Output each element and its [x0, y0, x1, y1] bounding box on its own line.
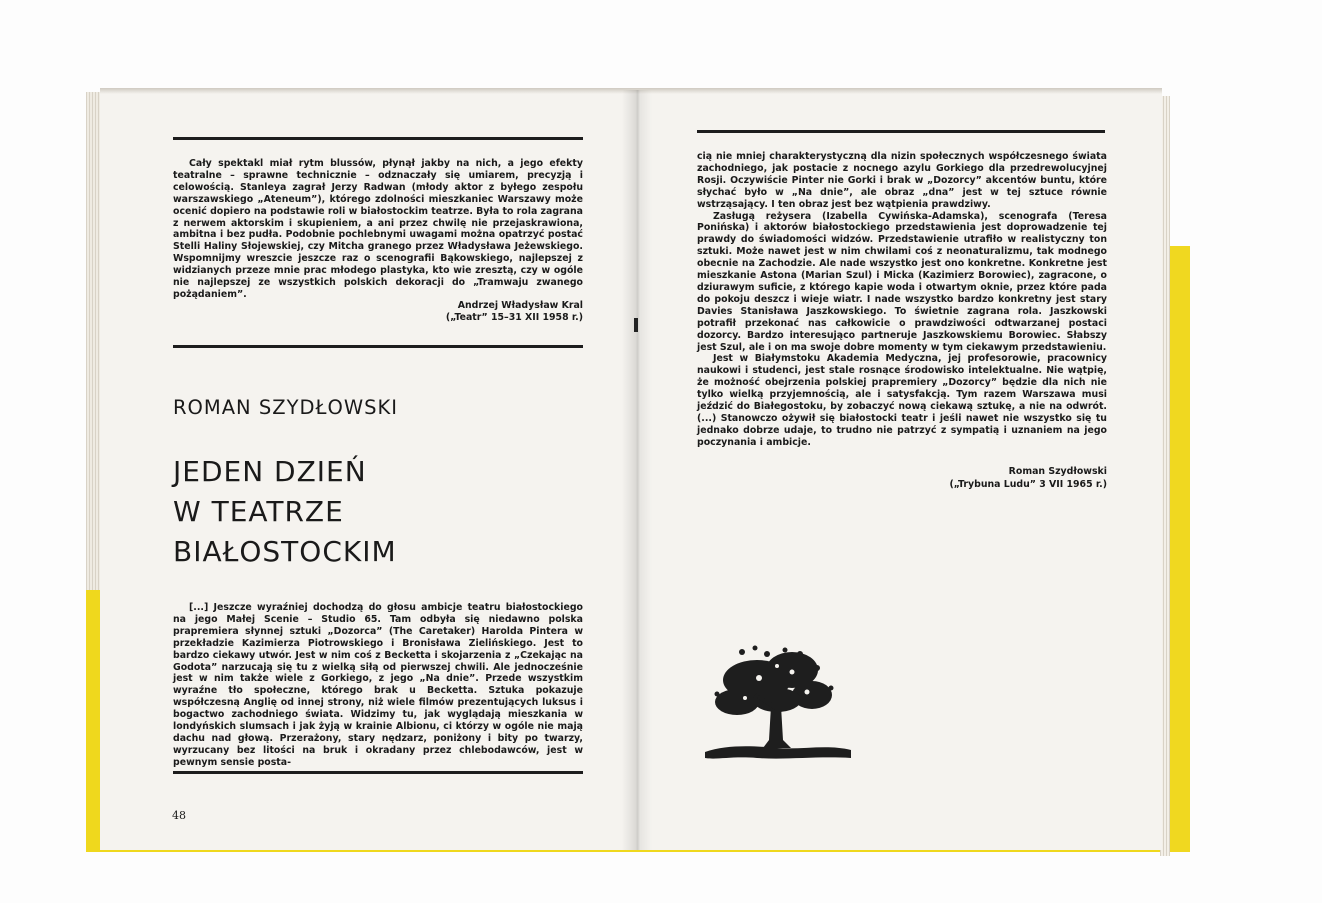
title-line-3: BIAŁOSTOCKIM	[173, 535, 397, 568]
intro-text: Cały spektakl miał rytm blussów, płynął jakby na nich, a jego efekty teatralne – sprawne technicznie – odznaczały się umiarem, precyzją i celowością. Stanleya zagrał Jerzy Radwan (młody aktor z byłego zespołu warszawskiego „Ateneum”), którego zdolności mieszkaniec Warszawy może ocenić dopiero na podstawie roli w białostockim teatrze. Była to rola zagrana z nerwem aktorskim i skupieniem, a ani przez chwilę nie przejaskrawiona, ambitna i bez pudła. Podobnie pochlebnymi uwagami można opatrzyć postać Stelli Haliny Słojewskiej, czy Mitcha granego przez Władysława Jeżewskiego. Wspomnijmy wreszcie jeszcze raz o scenografii Bąkowskiego, najlepszej z widzianych przeze mnie prac młodego plastyka, kto wie zresztą, czy w ogóle nie najlepszej ze wszystkich polskich dekoracji do „Tramwaju zwanego pożądaniem”.	[173, 158, 583, 300]
right-paragraph-1: cią nie mniej charakterystyczną dla nizin społecznych współczesnego świata zachodniego, jak postacie z nocnego azylu Gorkiego dla przedrewolucyjnej Rosji. Oczywiście Pinter nie Gorki i brak w „Dozorcy” akcentów buntu, które słychać było w „Na dnie”, ale obraz „dna” jest w tej sztuce równie wstrząsający. I ten obraz jest bez wątpienia prawdziwy.	[697, 151, 1107, 210]
cover-edge-left	[86, 590, 100, 852]
intro-signature-source: („Teatr” 15–31 XII 1958 r.)	[445, 312, 583, 323]
tree-woodcut-icon	[697, 640, 857, 765]
author-name: ROMAN SZYDŁOWSKI	[173, 396, 399, 419]
top-rule-right	[697, 130, 1105, 133]
intro-paragraph	[173, 158, 583, 301]
title-line-2: W TEATRZE	[173, 495, 344, 528]
article-paragraph	[173, 602, 583, 769]
right-text-column	[697, 151, 1107, 449]
section-rule-left	[173, 345, 583, 348]
article-text: [...] Jeszcze wyraźniej dochodzą do głosu ambicje teatru białostockiego na jego Małej Scenie – Studio 65. Tam odbyła się niedawno polska prapremiera słynnej sztuki „Dozorca” (The Caretaker) Harolda Pintera w przekładzie Kazimierza Piotrowskiego i Bronisława Zielińskiego. Jest to bardzo ciekawy utwór. Jest w nim coś z Becketta i skojarzenia z „Czekając na Godota” narzucają się tu z wielką siłą od pierwszej chwili. Ale jednocześnie jest w nim także wiele z Gorkiego, z jego „Na dnie”. Przede wszystkim wyraźne tło społeczne, którego brak u Becketta. Sztuka pokazuje współczesną Anglię od innej strony, niż wiele filmów prezentujących luksus i bogactwo zachodniego świata. Widzimy tu, jak wyglądają mieszkania w londyńskich slumsach i jak żyją w krainie Albionu, ci którzy w ogóle nie mają dachu nad głową. Przerażony, stary nędzarz, poniżony i bity po twarzy, wyrzucany bez litości na bruk i okradany przez chlebodawców, jest w pewnym sensie posta-	[173, 602, 583, 768]
right-signature-source: („Trybuna Ludu” 3 VII 1965 r.)	[949, 479, 1107, 490]
title-line-1: JEDEN DZIEŃ	[173, 455, 367, 488]
cover-edge-right	[1168, 246, 1190, 852]
top-rule-left	[173, 137, 583, 140]
right-paragraph-3: Jest w Białymstoku Akademia Medyczna, jej profesorowie, pracownicy naukowi i studenci, jest stale rosnące środowisko intelektualne. Nie wątpię, że możność obejrzenia polskiej prapremiery „Dozorcy” będzie dla nich nie tylko wielką przyjemnością, ale i satysfakcją. Tym razem Warszawa musi jeździć do Białegostoku, by zobaczyć nową ciekawą sztukę, a nie na odwrót. (...) Stanowczo ożywił się białostocki teatr i jeśli nawet nie wszystko się tu jednako dobrze udaje, to trudno nie patrzyć z sympatią i uznaniem na jego poczynania i ambicje.	[697, 353, 1107, 448]
article-title	[173, 452, 397, 572]
right-paragraph-2: Zasługą reżysera (Izabella Cywińska-Adamska), scenografa (Teresa Ponińska) i aktorów białostockiego przedstawienia jest doprowadzenie tej prawdy do świadomości widzów. Przedstawienie utrafiło w realistyczny ton sztuki. Może nawet jest w nim chwilami coś z neonaturalizmu, tak modnego obecnie na Zachodzie. Ale nade wszystko jest ono konkretne. Konkretne jest mieszkanie Astona (Marian Szul) i Micka (Kazimierz Borowiec), zagracone, o dziurawym suficie, z którego kapie woda i otwartym oknie, przez które pada do pokoju deszcz i wieje wiatr. I nade wszystko bardzo konkretny jest stary Davies Stanisława Jaszkowskiego. To świetnie zagrana rola. Jaszkowski potrafił przekonać nas całkowicie o prawdziwości odtwarzanej postaci dozorcy. Bardzo interesująco partneruje Jaszkowskiemu Borowiec. Słabszy jest Szul, ale i on ma swoje dobre momenty w tym ciekawym przedstawieniu.	[697, 210, 1107, 353]
book-spine	[622, 90, 652, 850]
page-number: 48	[172, 809, 186, 822]
bottom-rule-left	[173, 771, 583, 774]
right-signature-name: Roman Szydłowski	[1008, 466, 1107, 477]
binding-mark	[634, 318, 638, 332]
intro-signature-name: Andrzej Władysław Kral	[457, 300, 583, 311]
